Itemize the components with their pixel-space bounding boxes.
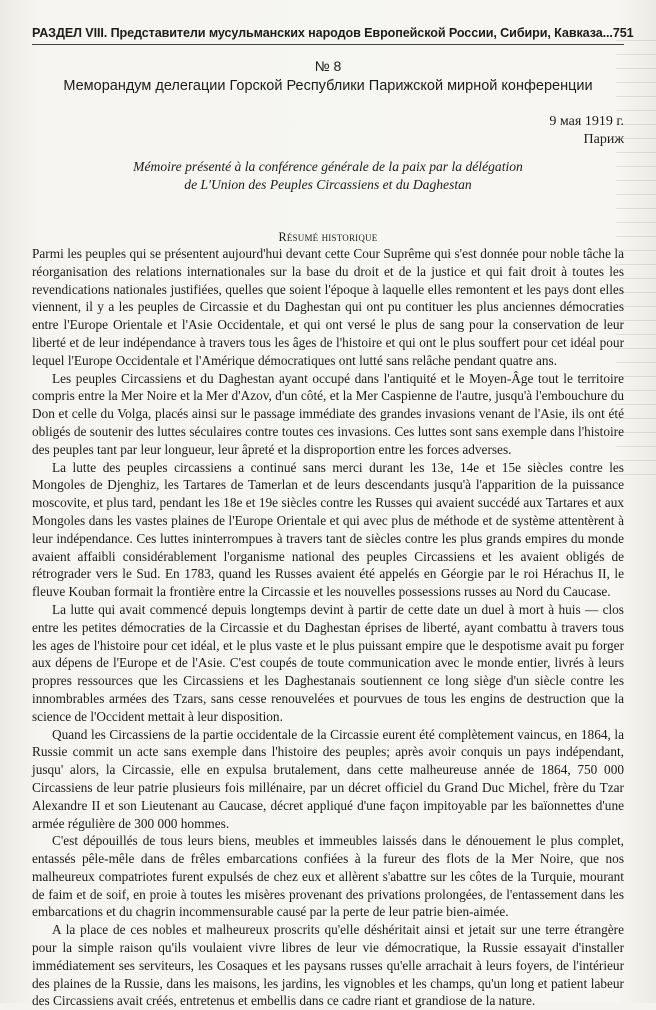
- subtitle-line: Mémoire présenté à la conférence générale de la paix par la délégation: [133, 159, 523, 174]
- document-date: 9 мая 1919 г.: [549, 114, 624, 129]
- paragraph: Les peuples Circassiens et du Daghestan ayant occupé dans l'antiquité et le Moyen-Âge tout le territoire compris entre la Mer Noire et la Mer d'Azov, d'un côté, et la Mer Caspienne de l'autre, jusqu'à l'embouchure du Don et celle du Volga, placés ainsi sur le passage immédiate des grandes invasions venant de l'Asie, ils ont été obligés de soutenir des luttes séculaires contre toutes ces invasions. Ces luttes sont sans exemple dans l'histoire des peuples tant par leur longueur, leur âpreté et la disproportion entre les forces adverses.: [32, 370, 624, 457]
- section-heading: Résumé historique: [278, 230, 378, 244]
- document-number: № 8: [314, 58, 342, 74]
- paragraph: A la place de ces nobles et malheureux proscrits qu'elle déshéritait ainsi et jetait sur une terre étrangère pour la simple raison qu'ils voulaient vivre libres de leur vie démocratique, la Russie essayait d'installer immédiatement ses serviteurs, les Cosaques et les paysans russes qu'elle arrachait à leurs foyers, de l'intérieur des plaines de la Russie, dans les maisons, les jardins, les vignobles et les champs, qu'un long et patient labeur des Circassiens avait créés, entretenus et embellis dans ce cadre riant et grandiose de la nature.: [32, 922, 624, 1009]
- paragraph: La lutte qui avait commencé depuis longtemps devint à partir de cette date un duel à mort à huis — clos entre les petites démocraties de la Circassie et du Daghestan éprises de liberté, ayant combattu à travers tous les ages de l'histoire pour cet idéal, et le plus vaste et le plus puissant empire que le despotisme avait pu forger aux dépens de l'Europe et de l'Asie. C'est coupés de toute communication avec le monde entier, livrés à leurs propres ressources que les Circassiens et les Daghestanais soutiennent ce long siège d'un siècle contre les innombrables armées des Tzars, sans cesse renouvelées et pourvues de tous les engins de destruction que la science de l'Occident mettait à leur disposition.: [32, 601, 624, 724]
- page-number: 751: [612, 26, 634, 40]
- header-rule: [32, 44, 624, 45]
- paragraph: C'est dépouillés de tous leurs biens, meubles et immeubles laissés dans le dénouement le plus complet, entassés pêle-mêle dans de frêles embarcations confiées à la fureur des flots de la Mer Noire, que nos malheureux compatriotes furent expulsés de chez eux et allèrent s'abattre sur les côtes de la Turquie, mourant de faim et de soif, en proie à toutes les misères provenant des privations prolongées, de l'entassement dans les embarcations et du chagrin incommensurable causé par la perte de leur patrie bien-aimée.: [32, 833, 624, 920]
- body-text: [32, 245, 624, 1010]
- document-title: Меморандум делегации Горской Республики Парижской мирной конференции: [63, 78, 593, 94]
- paragraph: Parmi les peuples qui se présentent aujourd'hui devant cette Cour Suprême qui s'est donnée pour noble tâche la réorganisation des relations internationales sur la base du droit et de la justice et qui fait droit à toutes les revendications nationales justifiées, quelles que soient l'époque à laquelle elles remontent et les pays dont elles viennent, il y a les peuples de Circassie et du Daghestan qui ont pu contituer les plus anciennes démocraties entre l'Europe Orientale et l'Asie Occidentale, et qui ont versé le plus de sang pour la conservation de leur liberté et de leur indépendance à travers tous les âges de l'histoire et qui ont le plus souffert pour cet idéal pour lequel l'Europe Occidentale et l'Amérique démocratiques ont lutté sans relâche pendant quatre ans.: [32, 246, 624, 368]
- memoir-subtitle: [0, 158, 656, 194]
- running-title: РАЗДЕЛ VIII. Представители мусульманских народов Европейской России, Сибири, Кавказа...: [32, 26, 613, 40]
- paragraph: La lutte des peuples circassiens a continué sans merci durant les 13e, 14e et 15e siècles contre les Mongoles de Djenghiz, les Tartares de Tamerlan et de leurs descendants jusqu'à l'apparition de la puissance moscovite, et plus tard, pendant les 18e et 19e siècles contre les Russes qui avaient succédé aux Tartares et aux Mongoles dans les vastes plaines de l'Europe Orientale et qui avec plus de méthode et de système attentèrent à leur indépendance. Ces luttes ininterrompues à travers tant de siècles contre les plus grands empires du monde avaient affaibli considérablement l'organisme national des peuples Circassiens et les avaient obligés de rétrograder vers le Sud. En 1783, quand les Russes avaient été appelés en Géorgie par le roi Hérachus II, le fleuve Kouban formait la frontière entre la Circassie et les nouvelles possessions russes au Nord du Caucase.: [32, 459, 624, 600]
- running-header: [32, 26, 634, 40]
- subtitle-line: de L'Union des Peuples Circassiens et du Daghestan: [184, 177, 472, 192]
- paragraph: Quand les Circassiens de la partie occidentale de la Circassie eurent été complètement vaincus, en 1864, la Russie commit un acte sans exemple dans l'histoire des peuples; après avoir conquis un pays indépendant, jusqu' alors, la Circassie, elle en expulsa brutalement, dans cette malheureuse année de 1864, 750 000 Circassiens de leur patrie plusieurs fois millénaire, par un décret officiel du Grand Duc Michel, frère du Tzar Alexandre II et son Lieutenant au Caucase, décret appliqué d'une façon impitoyable par les baïonnettes d'une armée régulière de 300 000 hommes.: [32, 726, 624, 831]
- document-place: Париж: [583, 132, 624, 147]
